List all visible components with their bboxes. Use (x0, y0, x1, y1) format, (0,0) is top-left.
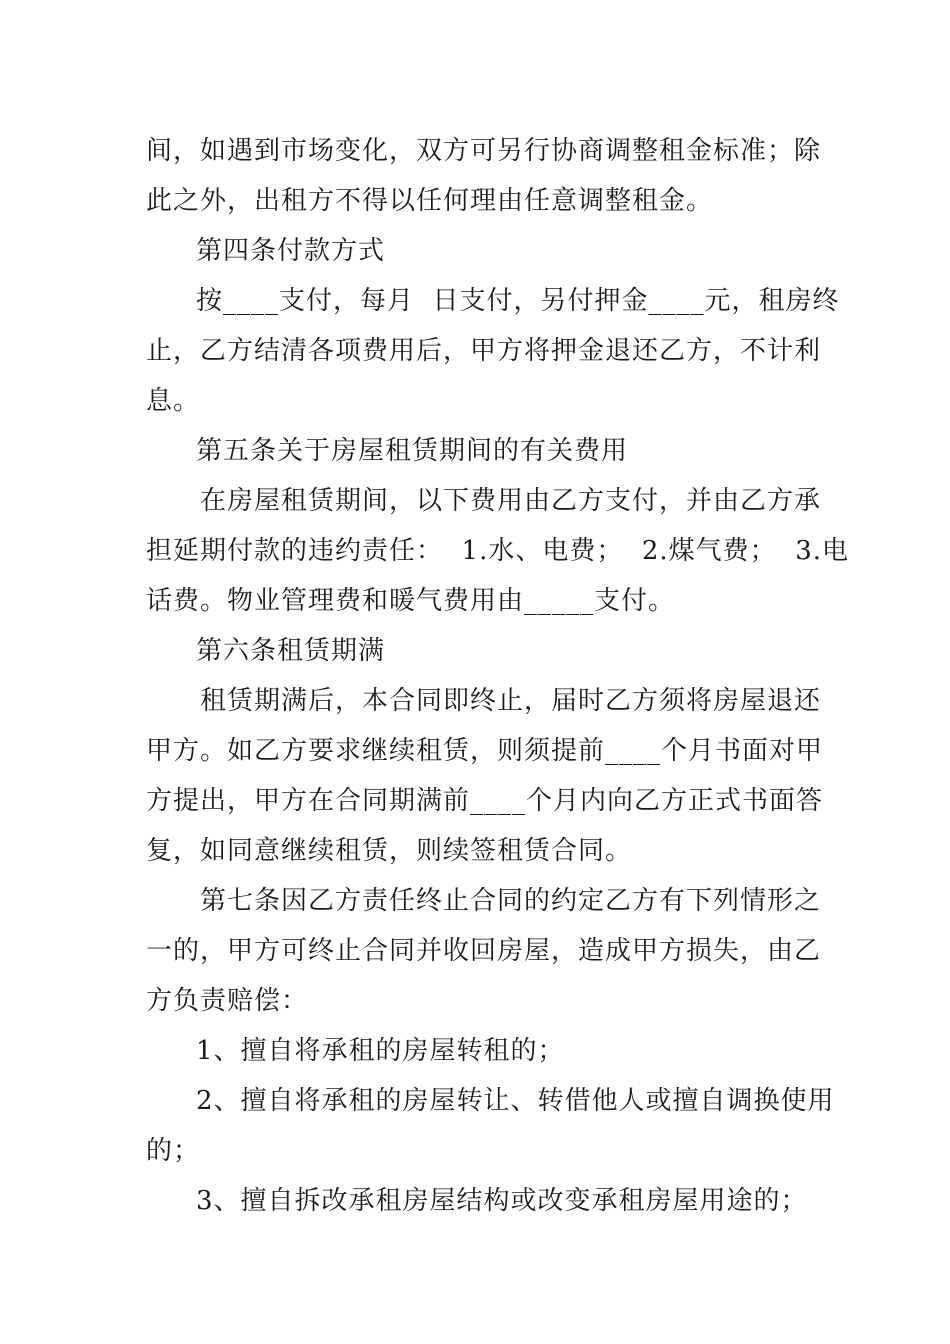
list-item: 2、擅自将承租的房屋转让、转借他人或擅自调换使用 (196, 1086, 835, 1116)
section-heading: 第七条因乙方责任终止合同的约定乙方有下列情形之 (200, 886, 822, 916)
text-line: 复，如同意继续租赁，则续签租赁合同。 (146, 836, 633, 866)
section-heading: 第六条租赁期满 (196, 636, 386, 666)
text-line: 息。 (146, 386, 201, 416)
list-item: 3、擅自拆改承租房屋结构或改变承租房屋用途的； (196, 1186, 808, 1216)
section-heading: 第五条关于房屋租赁期间的有关费用 (196, 436, 629, 466)
text-line: 方负责赔偿： (146, 986, 309, 1016)
text-line: 按____支付，每月 日支付，另付押金____元，租房终 (196, 286, 840, 316)
text-line: 甲方。如乙方要求继续租赁，则须提前____个月书面对甲 (146, 736, 824, 766)
text-line: 的； (146, 1136, 201, 1166)
text-line: 一的，甲方可终止合同并收回房屋，造成甲方损失，由乙 (146, 936, 822, 966)
section-heading: 第四条付款方式 (196, 236, 386, 266)
text-line: 话费。物业管理费和暖气费用由_____支付。 (146, 586, 676, 616)
list-item: 1、擅自将承租的房屋转租的； (196, 1036, 565, 1066)
text-line: 此之外，出租方不得以任何理由任意调整租金。 (146, 186, 714, 216)
text-line: 担延期付款的违约责任： 1.水、电费； 2.煤气费； 3.电 (146, 536, 850, 566)
text-line: 止，乙方结清各项费用后，甲方将押金退还乙方，不计利 (146, 336, 822, 366)
text-line: 间，如遇到市场变化，双方可另行协商调整租金标准；除 (146, 136, 822, 166)
text-line: 方提出，甲方在合同期满前____个月内向乙方正式书面答 (146, 786, 824, 816)
text-line: 租赁期满后，本合同即终止，届时乙方须将房屋退还 (200, 686, 822, 716)
text-line: 在房屋租赁期间，以下费用由乙方支付，并由乙方承 (200, 486, 822, 516)
